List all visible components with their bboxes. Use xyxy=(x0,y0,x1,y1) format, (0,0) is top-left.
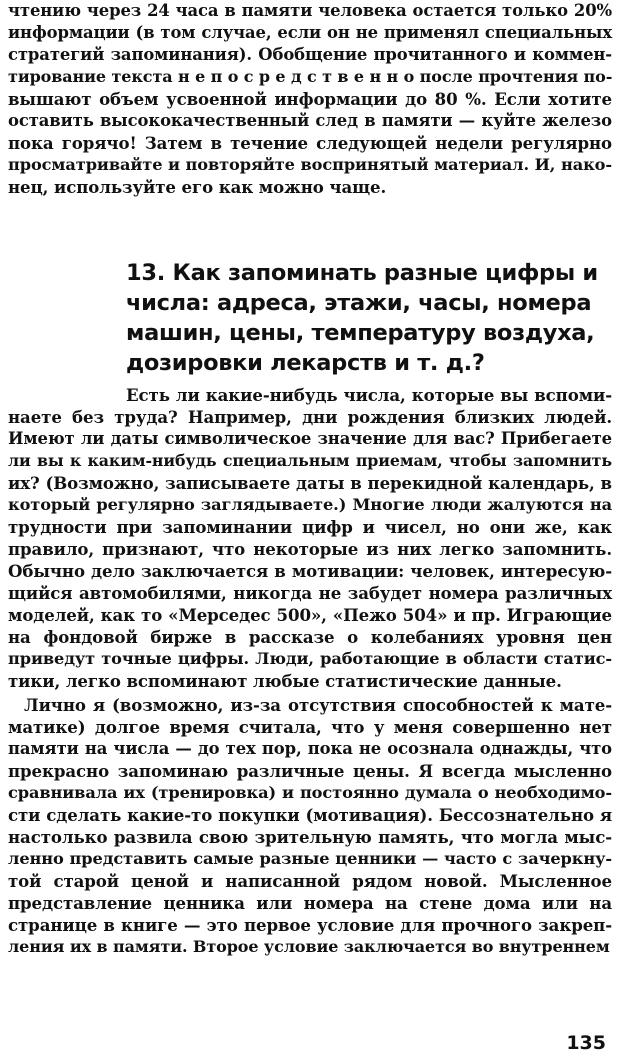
text-line: трудности при запоминании цифр и чисел, но они же, как xyxy=(8,517,612,537)
text-line: наете без труда? Например, дни рождения близких людей. xyxy=(8,407,612,427)
text-line: Лично я (возможно, из-за отсутствия способностей к мате- xyxy=(24,695,612,715)
text-line: прекрасно запоминаю различные цены. Я всегда мысленно xyxy=(8,761,612,781)
paragraph-2 xyxy=(8,384,612,692)
text-line: вышают объем усвоенной информации до 80 %. Если хотите xyxy=(8,89,612,109)
text-line: представление ценника или номера на стене дома или на xyxy=(8,893,612,913)
text-line: чтению через 24 часа в памяти человека остается только 20% xyxy=(8,1,612,20)
heading-line: машин, цены, температуру воздуха, xyxy=(126,320,595,346)
text-line: который регулярно заглядываете.) Многие люди жалуются на xyxy=(8,495,612,514)
text-line: Есть ли какие-нибудь числа, которые вы вспоми- xyxy=(126,385,612,405)
text-line: сти сделать какие-то покупки (мотивация). Бессознательно я xyxy=(8,805,612,825)
text-line: их? (Возможно, записываете даты в перекидной календарь, в xyxy=(8,473,612,493)
text-line: на фондовой бирже в рассказе о колебаниях уровня цен xyxy=(8,627,612,647)
heading-line: 13. Как запоминать разные цифры и xyxy=(126,260,598,286)
text-line: матике) долгое время считала, что у меня совершенно нет xyxy=(8,717,612,737)
text-line: моделей, как то «Мерседес 500», «Пежо 504» и пр. Играющие xyxy=(8,605,612,625)
text-line: стратегий запоминания). Обобщение прочитанного и коммен- xyxy=(8,45,612,64)
text-line: тирование текста н е п о с р е д с т в е н н о после прочтения по- xyxy=(8,67,613,86)
text-line: Имеют ли даты символическое значение для вас? Прибегаете xyxy=(8,429,612,448)
heading-line: дозировки лекарств и т. д.? xyxy=(126,350,485,376)
page-number: 135 xyxy=(566,1032,606,1054)
text-line: приведут точные цифры. Люди, работающие в области статис- xyxy=(8,649,612,668)
section-heading xyxy=(126,258,612,378)
text-line: настолько развила свою зрительную память, что могла мыс- xyxy=(8,827,612,847)
text-line: ления их в памяти. Второе условие заключается во внутреннем xyxy=(8,937,610,956)
text-line: Обычно дело заключается в мотивации: человек, интересую- xyxy=(8,561,612,581)
text-line: памяти на числа — до тех пор, пока не осознала однажды, что xyxy=(8,739,612,758)
text-line: оставить высококачественный след в памяти — куйте железо xyxy=(8,111,612,130)
heading-line: числа: адреса, этажи, часы, номера xyxy=(126,290,592,316)
text-line: ли вы к каким-нибудь специальным приемам, чтобы запомнить xyxy=(8,451,612,470)
text-line: пока горячо! Затем в течение следующей недели регулярно xyxy=(8,133,612,153)
text-line: сравнивала их (тренировка) и постоянно думала о необходимо- xyxy=(8,783,612,802)
text-line: информации (в том случае, если он не применял специальных xyxy=(8,23,612,42)
paragraph-3 xyxy=(8,694,612,958)
text-line: нец, используйте его как можно чаще. xyxy=(8,177,387,197)
text-line: просматривайте и повторяйте воспринятый материал. И, нако- xyxy=(8,155,612,174)
text-line: той старой ценой и написанной рядом новой. Мысленное xyxy=(8,871,612,891)
text-line: щийся автомобилями, никогда не забудет номера различных xyxy=(8,583,612,603)
top-paragraph xyxy=(8,0,612,198)
text-line: правило, признают, что некоторые из них легко запомнить. xyxy=(8,539,612,559)
text-line: ленно представить самые разные ценники — часто с зачеркну- xyxy=(8,849,612,868)
text-line: тики, легко вспоминают любые статистические данные. xyxy=(8,671,562,691)
text-line: странице в книге — это первое условие для прочного закреп- xyxy=(8,915,612,935)
